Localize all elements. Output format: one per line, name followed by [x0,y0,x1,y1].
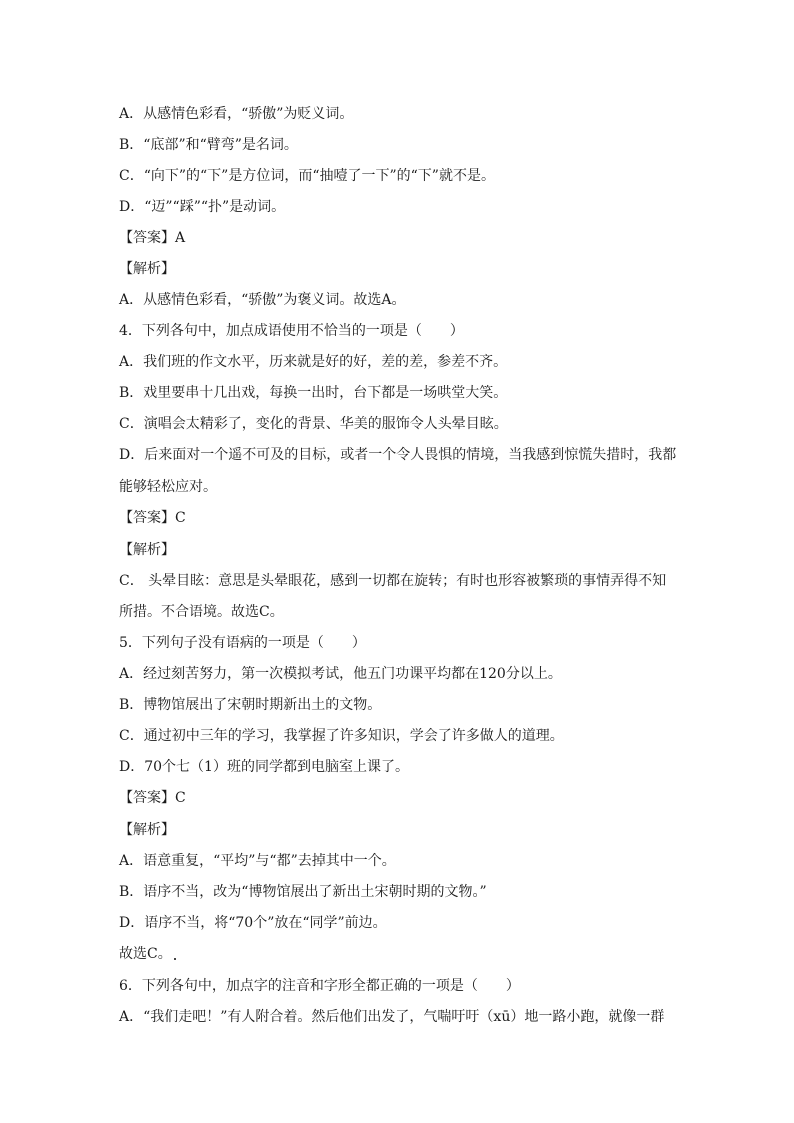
answer-line: 【答案】C [119,790,186,806]
option-a-line: A．“我们走吧！”有人附合着。然后他们出发了，气喘吁吁（xū）地一路小跑，就像一群 [119,1009,665,1025]
analysis-continuation: 所措。不合语境。故选C。 [119,604,284,620]
answer-line: 【答案】C [119,510,186,526]
analysis-heading: 【解析】 [119,822,175,838]
option-b-line: B．戏里要串十几出戏，每换一出时，台下都是一场哄堂大笑。 [119,385,508,401]
option-a-line: A．我们班的作文水平，历来就是好的好，差的差，参差不齐。 [119,354,508,370]
option-b-line: B．“底部”和“臂弯”是名词。 [119,137,298,153]
analysis-line: A．从感情色彩看，“骄傲”为褒义词。故选A。 [119,292,406,308]
option-c-line: C．通过初中三年的学习，我掌握了许多知识，学会了许多做人的道理。 [119,728,564,744]
analysis-line: C． 头晕目眩：意思是头晕眼花，感到一切都在旋转；有时也形容被繁琐的事情弄得不知 [119,573,667,589]
option-d-line: D．“迈”“踩”“扑”是动词。 [119,199,286,215]
stray-mark [174,958,176,960]
option-c-line: C．演唱会太精彩了，变化的背景、华美的服饰令人头晕目眩。 [119,416,508,432]
option-c-line: C．“向下”的“下”是方位词，而“抽噎了一下”的“下”就不是。 [119,168,495,184]
question-5-title: 5．下列句子没有语病的一项是（ ） [119,635,366,651]
analysis-line-d: D．语序不当，将“70个”放在“同学”前边。 [119,915,387,931]
option-d-continuation: 能够轻松应对。 [119,479,217,495]
answer-line: 【答案】A [119,230,186,246]
question-6-title: 6．下列各句中，加点字的注音和字形全都正确的一项是（ ） [119,978,520,994]
conclusion-line: 故选C。 [119,946,172,962]
analysis-line-b: B．语序不当，改为“博物馆展出了新出土宋朝时期的文物。” [119,884,487,900]
analysis-heading: 【解析】 [119,261,175,277]
option-d-line: D．后来面对一个遥不可及的目标，或者一个令人畏惧的情境，当我感到惊慌失措时，我都 [119,447,677,463]
analysis-heading: 【解析】 [119,542,175,558]
option-b-line: B．博物馆展出了宋朝时期新出土的文物。 [119,697,382,713]
option-a-line: A．经过刻苦努力，第一次模拟考试，他五门功课平均都在120分以上。 [119,666,562,682]
question-4-title: 4．下列各句中，加点成语使用不恰当的一项是（ ） [119,323,464,339]
analysis-line-a: A．语意重复，“平均”与“都”去掉其中一个。 [119,853,396,869]
option-a-line: A．从感情色彩看，“骄傲”为贬义词。 [119,106,354,122]
option-d-line: D．70个七（1）班的同学都到电脑室上课了。 [119,759,409,775]
